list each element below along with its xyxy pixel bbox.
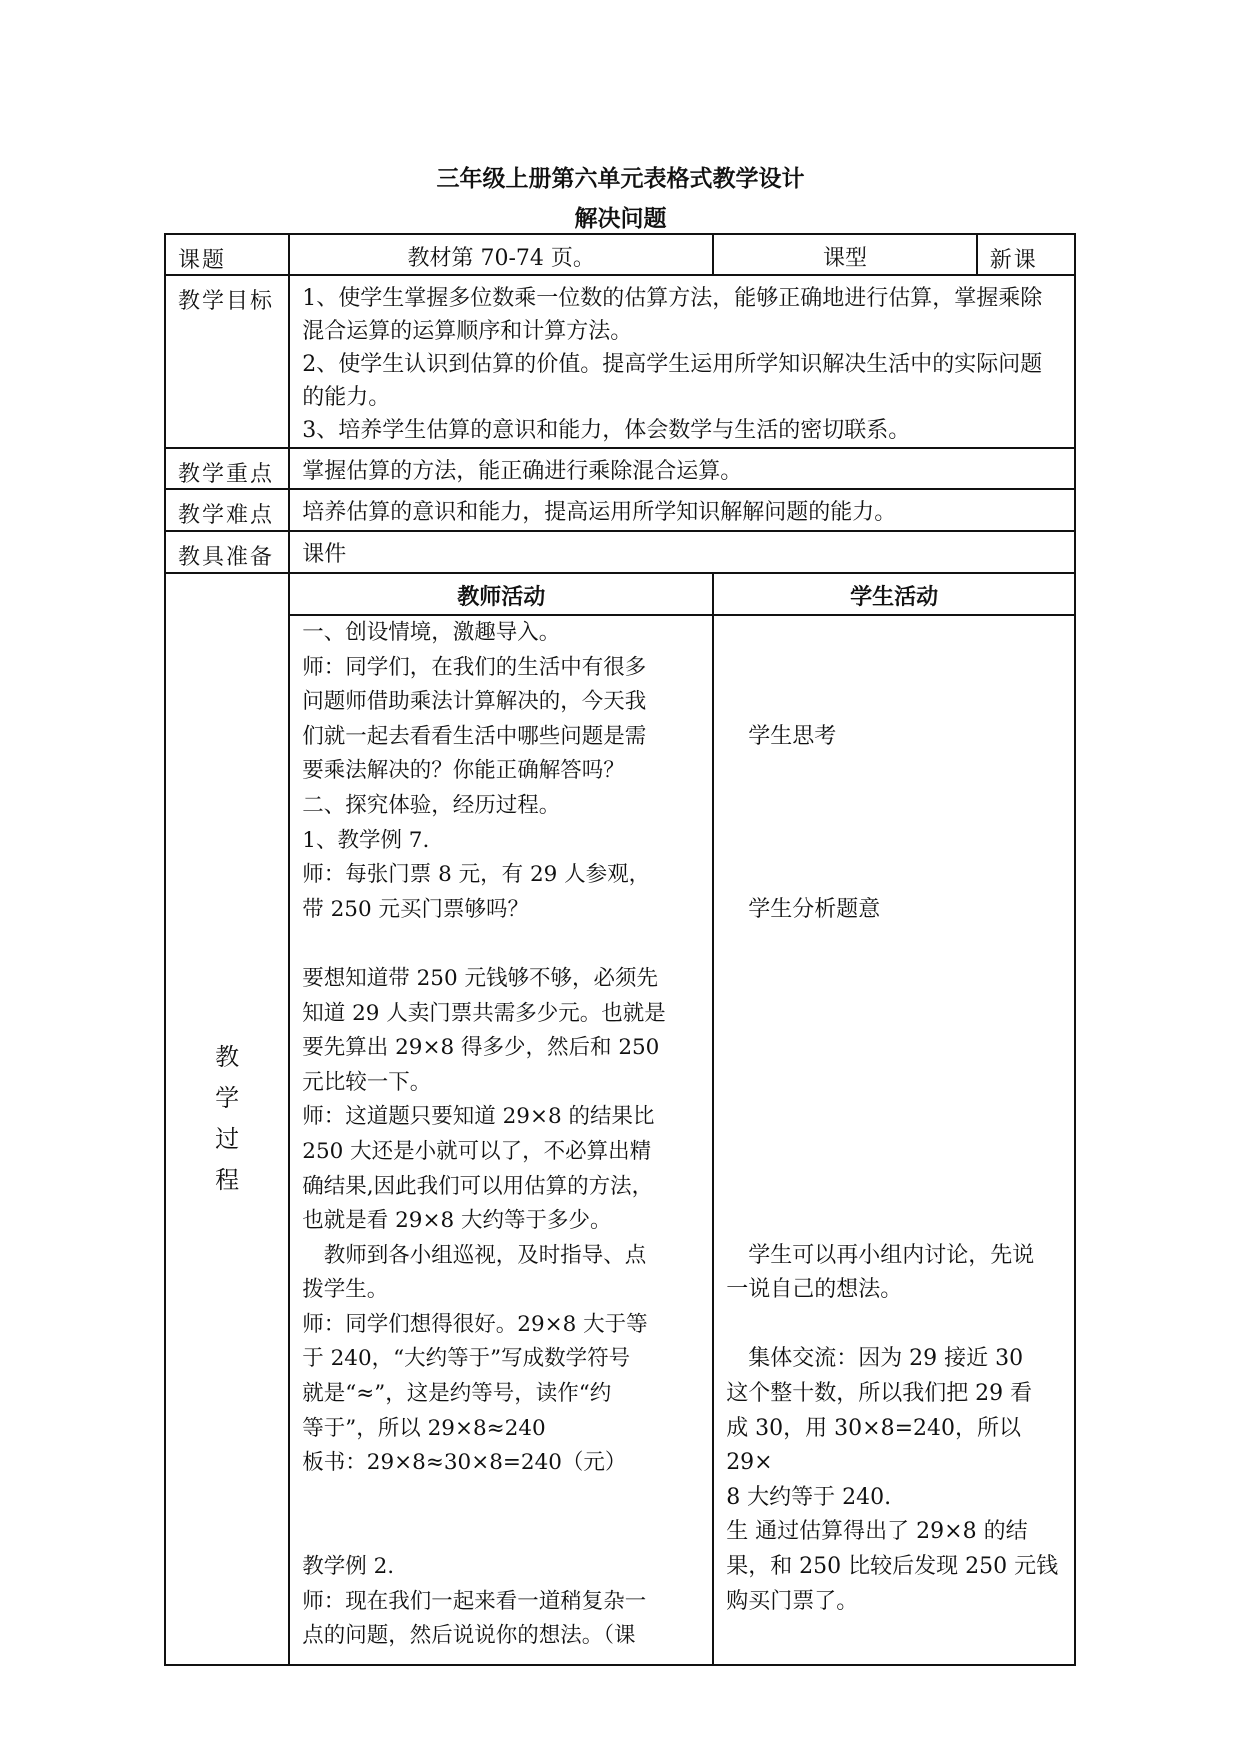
student-activity-line [714, 1100, 1074, 1135]
teacher-activity-line: 就是“≈”，这是约等号，读作“约 [302, 1381, 612, 1407]
topic-content: 教材第 70-74 页。 [289, 234, 713, 275]
teacher-activity-line: 带 250 元买门票够吗？ [302, 896, 529, 922]
key-points-row [165, 448, 1075, 489]
goals-content [289, 275, 1075, 448]
teacher-activity-line: 们就一起去看看生活中哪些问题是需 [302, 723, 647, 749]
topic-label: 课题 [165, 234, 289, 275]
teacher-activity-line: 二、探究体验，经历过程。 [302, 792, 561, 818]
teacher-activity-line [302, 1515, 704, 1550]
student-activity-line [714, 1308, 1074, 1343]
teacher-activity-line: 250 大还是小就可以了，不必算出精 [302, 1138, 652, 1164]
teacher-activity-line: 1、教学例 7. [302, 827, 430, 853]
teacher-activity-header: 教师活动 [289, 573, 713, 615]
tools-row [165, 531, 1075, 573]
process-label-char: 程 [215, 1166, 240, 1194]
student-activity-header: 学生活动 [713, 573, 1075, 615]
goals-row [165, 275, 1075, 448]
goal-item-1: 1、使学生掌握多位数乘一位数的估算方法，能够正确地进行估算，掌握乘除混合运算的运算顺序和计算方法。 [302, 286, 1043, 344]
student-activity-line: 集体交流：因为 29 接近 30 [726, 1346, 1024, 1372]
student-activity-line: 成 30，用 30×8=240，所以 29× [726, 1415, 1022, 1476]
teacher-activity-line: 要乘法解决的？你能正确解答吗？ [302, 758, 625, 784]
teacher-activity-line: 一、创设情境，激趣导入。 [302, 620, 561, 645]
student-activity-line [714, 858, 1074, 893]
student-activity-line: 学生分析题意 [726, 896, 881, 922]
topic-row [165, 234, 1075, 275]
teacher-activity-line [302, 1481, 704, 1516]
student-activity-line [714, 1170, 1074, 1205]
document-title: 三年级上册第六单元表格式教学设计 [436, 166, 805, 192]
student-activity-line [714, 1135, 1074, 1170]
process-body-row [165, 615, 1075, 1665]
student-activity-line [714, 754, 1074, 789]
student-activity-line [714, 927, 1074, 962]
student-activity-line: 这个整十数，所以我们把 29 看 [726, 1381, 1033, 1407]
key-points-label: 教学重点 [165, 448, 289, 489]
student-activity-line [714, 1066, 1074, 1101]
teacher-activity-line: 教师到各小组巡视，及时指导、点 [302, 1242, 647, 1268]
teacher-activity-line: 板书：29×8≈30×8=240（元） [302, 1450, 627, 1476]
teacher-activity-line: 师：现在我们一起来看一道稍复杂一 [302, 1588, 647, 1614]
teacher-activity-line: 师：同学们，在我们的生活中有很多 [302, 654, 647, 680]
lesson-type-value: 新课 [977, 234, 1075, 275]
teacher-activity-line: 拨学生。 [302, 1277, 389, 1303]
difficulties-row [165, 489, 1075, 531]
process-header-row [165, 573, 1075, 615]
student-activity-cell [713, 615, 1075, 1665]
tools-label: 教具准备 [165, 531, 289, 573]
teacher-activity-line: 师：每张门票 8 元，有 29 人参观， [302, 862, 651, 888]
student-activity-line: 学生思考 [726, 723, 837, 749]
student-activity-line: 生 通过估算得出了 29×8 的结 [726, 1519, 1028, 1545]
teacher-activity-line: 等于”，所以 29×8≈240 [302, 1415, 546, 1441]
teacher-activity-line: 确结果,因此我们可以用估算的方法， [302, 1173, 654, 1199]
teacher-activity-line: 师：同学们想得很好。29×8 大于等 [302, 1311, 648, 1337]
tools-content: 课件 [289, 531, 1075, 573]
process-label [165, 573, 289, 1665]
student-activity-line [714, 1031, 1074, 1066]
teacher-activity-line: 师：这道题只要知道 29×8 的结果比 [302, 1104, 655, 1130]
student-activity-line: 学生可以再小组内讨论，先说 [726, 1242, 1035, 1268]
goal-item-3: 3、培养学生估算的意识和能力，体会数学与生活的密切联系。 [302, 418, 911, 443]
teacher-activity-line: 点的问题，然后说说你的想法。（课 [302, 1623, 636, 1649]
lesson-type-label: 课型 [713, 234, 977, 275]
difficulties-label: 教学难点 [165, 489, 289, 531]
student-activity-line [714, 824, 1074, 859]
teacher-activity-line: 教学例 2. [302, 1554, 395, 1580]
goals-label: 教学目标 [165, 275, 289, 448]
teacher-activity-line [302, 927, 704, 962]
student-activity-line: 8 大约等于 240. [726, 1484, 892, 1510]
student-activity-line: 购买门票了。 [726, 1588, 859, 1614]
teacher-activity-cell [289, 615, 713, 1665]
student-activity-line [714, 997, 1074, 1032]
lesson-plan-table [164, 233, 1076, 1666]
student-activity-line [714, 651, 1074, 686]
student-activity-line: 一说自己的想法。 [726, 1277, 903, 1303]
student-activity-line [714, 685, 1074, 720]
student-activity-line: 果，和 250 比较后发现 250 元钱 [726, 1554, 1059, 1580]
key-points-content: 掌握估算的方法，能正确进行乘除混合运算。 [289, 448, 1075, 489]
teacher-activity-line: 要先算出 29×8 得多少，然后和 250 [302, 1035, 660, 1061]
process-label-char: 教 [215, 1043, 240, 1071]
teacher-activity-line: 知道 29 人卖门票共需多少元。也就是 [302, 1000, 666, 1026]
teacher-activity-line: 也就是看 29×8 大约等于多少。 [302, 1208, 612, 1234]
student-activity-line [714, 962, 1074, 997]
process-label-char: 学 [215, 1084, 240, 1112]
document-subtitle: 解决问题 [574, 206, 667, 232]
teacher-activity-line: 问题师借助乘法计算解决的，今天我 [302, 689, 647, 715]
teacher-activity-line: 元比较一下。 [302, 1069, 432, 1095]
student-activity-line [714, 1204, 1074, 1239]
difficulties-content: 培养估算的意识和能力，提高运用所学知识解解问题的能力。 [289, 489, 1075, 531]
teacher-activity-line: 要想知道带 250 元钱够不够，必须先 [302, 965, 658, 991]
student-activity-line [714, 616, 1074, 651]
process-label-char: 过 [215, 1125, 240, 1153]
student-activity-line [714, 789, 1074, 824]
goal-item-2: 2、使学生认识到估算的价值。提高学生运用所学知识解决生活中的实际问题的能力。 [302, 352, 1043, 410]
teacher-activity-line: 于 240，“大约等于”写成数学符号 [302, 1346, 631, 1372]
